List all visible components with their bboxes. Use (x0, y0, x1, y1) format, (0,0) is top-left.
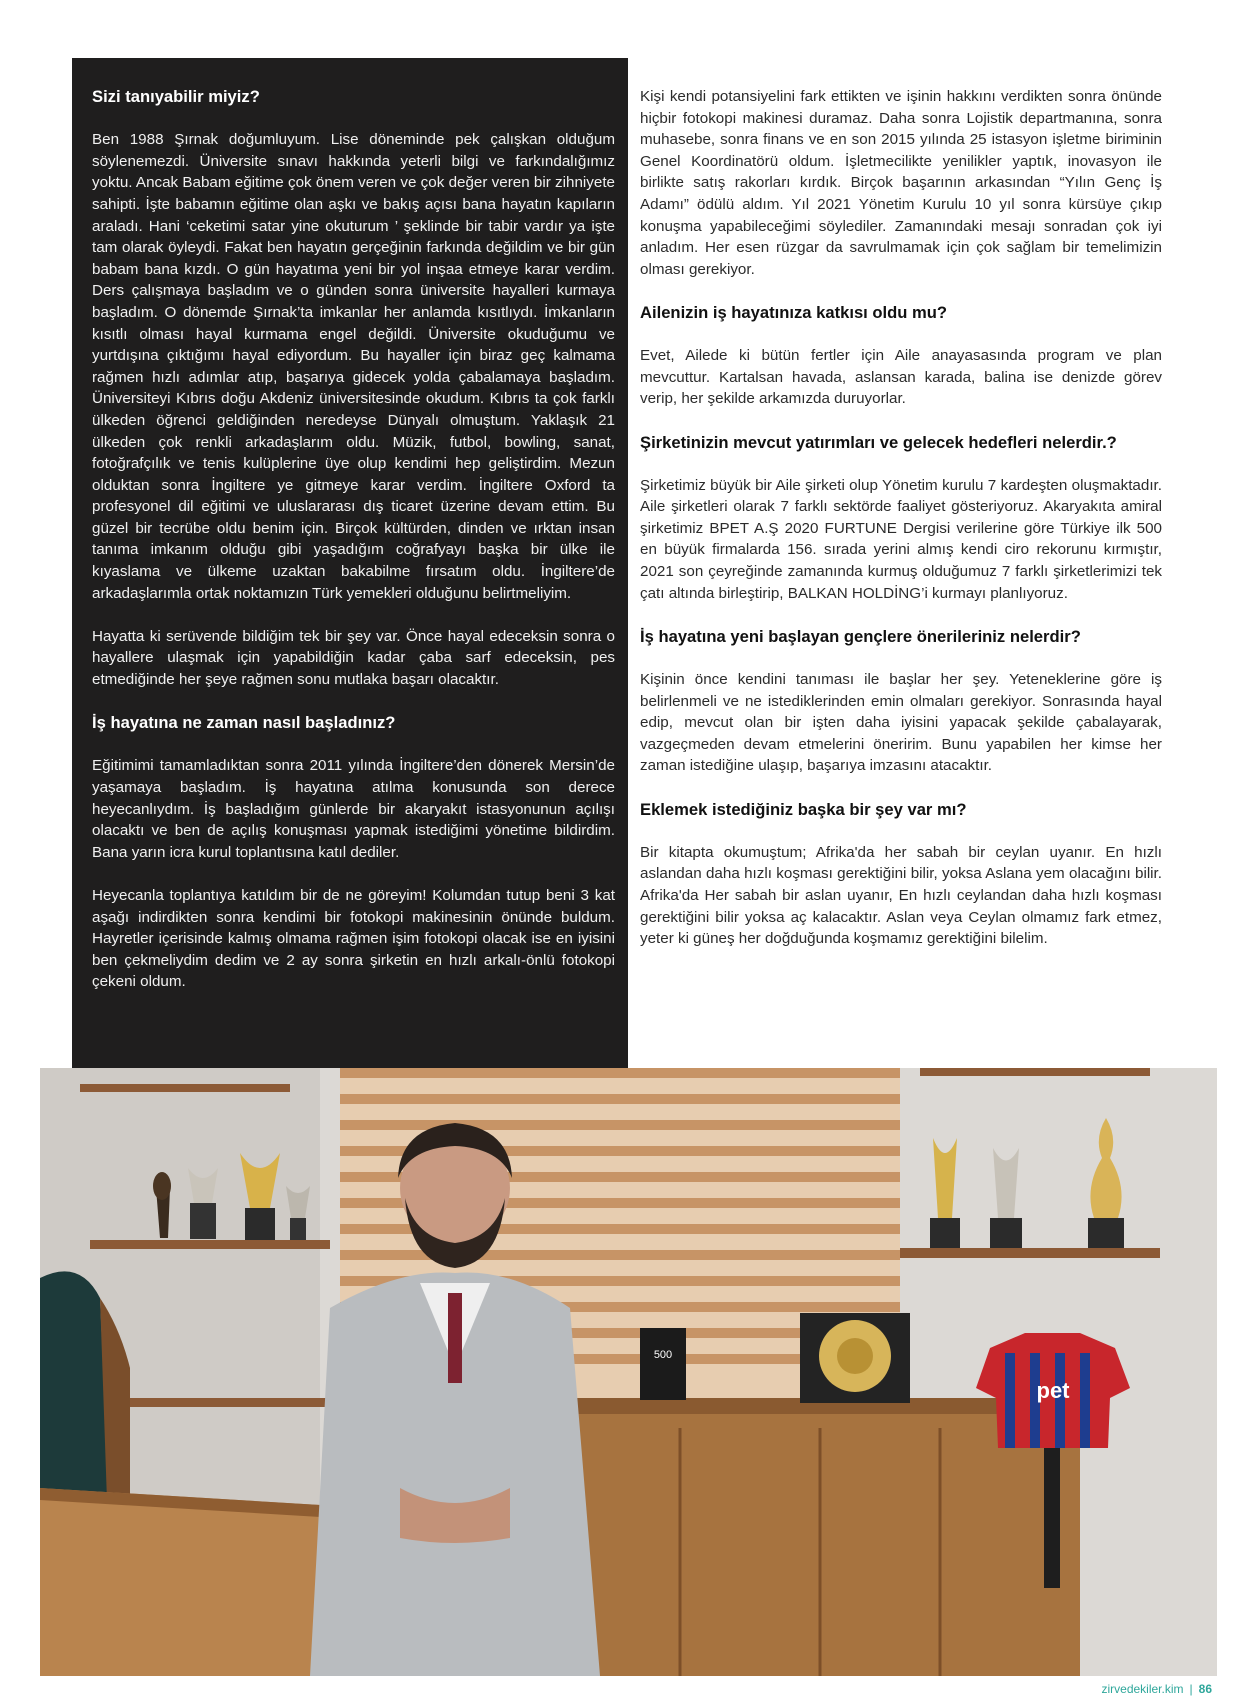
page-number: 86 (1198, 1682, 1212, 1696)
question-heading: İş hayatına ne zaman nasıl başladınız? (92, 713, 396, 733)
shelf (920, 1068, 1150, 1076)
answer-paragraph: Hayatta ki serüvende bildiğim tek bir şey var. Önce hayal edeceksin sonra o hayallere ulaşmak için yapabildiğin kadar çaba sarf edeceksin, pes etmediğinde her şeye rağmen sonu mutlaka başarı olacaktır. (92, 627, 615, 689)
answer-paragraph: Heyecanla toplantıya katıldım bir de ne göreyim! Kolumdan tutup beni 3 kat aşağı indirdikten sonra kendimi bir fotokopi makinesinin önünde buldum. Hayretler içerisinde kalmış olmama rağmen işim fotokopi olacak ise en iyisini ben çekmeliydim dedim ve 2 ay sonra şirketin en hızlı arkalı-önlü fotokopi çekeni oldum. (92, 886, 615, 991)
answer-paragraph: Kişi kendi potansiyelini fark ettikten ve işinin hakkını verdikten sonra önünde hiçbir fotokopi makinesi duramaz. Daha sonra Lojistik departmanına, sonra muhasebe, sonra finans ve en son 2015 yılında 25 istasyon işletme biriminin Genel Koordinatörü oldum. İşletmecilikte yenilikler yaptık, inovasyon ile birlikte satış rakorları kırdık. Birçok başarının arkasından “Yılın Genç İş Adamı” ödülü aldım. Yıl 2021 Yönetim Kurulu 10 yıl sonra kürsüye çıkıp konuşma yapabileceğimi söylediler. Zamanındaki mesajı sonradan çok iyi anladım. Her esen rüzgar da savrulmamak için çok sağlam bir temelimizin olması gerekiyor. (640, 88, 1162, 278)
gold-plate-award (800, 1313, 910, 1403)
answer-paragraph: Evet, Ailede ki bütün fertler için Aile anayasasında program ve plan mevcuttur. Kartalsan havada, aslansan karada, balina ise denizde görev verip, her şekilde arkamızda duruyorlar. (640, 347, 1162, 408)
page-footer (1101, 1679, 1212, 1699)
footer-separator: | (1189, 1682, 1193, 1696)
plaque-text: 500 (653, 1349, 673, 1361)
answer-paragraph: Ben 1988 Şırnak doğumluyum. Lise döneminde pek çalışkan olduğum söylenemezdi. Üniversite sınavı hakkında yeterli bilgi ve farkındalığımız yoktu. Ancak Babam eğitime çok önem veren ve çok değer veren bir zihniyete sahipti. İşte babamın eğitime olan aşkı ve bakış açısı bana hayatın kapıların araladı. Hani ‘ceketimi satar yine okuturum ’ şeklinde bir tabir vardır ya işte tam olarak öyleydi. Fakat ben hayatın gerçeğinin farkında değildim ve bir gün babam bana kızdı. O gün hayatıma yeni bir yol inşaa etmeye karar verdim. Ders çalışmaya başladım ve o günden sonra üniversite hayalleri kurmaya başladım. O dönemde Şırnak’ta imkanlar her anlamda kısıtlıydı. İmkanların kısıtlı olması hayal kurmama engel değildi. Üniversite okuduğumu ve yurtdışına çıktığımı hayal ediyordum. Bu hayaller için biraz geç kalmama rağmen hızlı adımlar atıp, başarıya gidecek yolda çabalamaya başladım. Üniversiteyi Kıbrıs doğu Akdeniz üniversitesinde okudum. Kıbrıs ta çok farklı ülkeden öğrenci geldiğinden neredeyse Dünyalı olmuştum. Yaklaşık 21 ülkeden çok renkli arkadaşlarım oldu. Müzik, futbol, bowling, sanat, fotoğrafçılık ve tenis kulüplerine üye olup kendimi hep geliştirdim. Mezun olduktan sonra İngiltere ye gitmeye karar verdim. İngiltere Oxford ta profesyonel dil eğitimi ve uluslararası dış ticaret üzerine devam ettim. Bu güzel bir tecrübe oldu benim için. Birçok kültürden, dinden ve ırktan insan tanıma imkanım olduğu gibi yaşadığım coğrafyayı başka bir ülke ile kıyaslama ve ülkeme uzaktan bakabilme fırsatım oldu. İngiltere’de arkadaşlarımla ortak noktamızın Türk yemekleri olduğunu belirtmeliyim. (92, 131, 615, 602)
answer-paragraph: Bir kitapta okumuştum; Afrika'da her sabah bir ceylan uyanır. En hızlı aslandan daha hızlı koşması gerektiğini bilir, yoksa Aslana yem olacağını bilir. Afrika'da Her sabah bir aslan uyanır, En hızlı ceylandan daha hızlı koşması gerektiğini bilir yoksa aç kalacaktır. Aslan veya Ceylan olmamız fark etmez, yeter ki güneş her doğduğunda koşmamız gerektiğini bilelim. (640, 843, 1162, 948)
shelf (80, 1084, 290, 1092)
question-heading: İş hayatına yeni başlayan gençlere önerileriniz nelerdir? (640, 626, 1081, 646)
answer-paragraph: Şirketimiz büyük bir Aile şirketi olup Yönetim kurulu 7 kardeşten oluşmaktadır. Aile şirketleri olarak 7 farklı sektörde faaliyet gösteriyoruz. Akaryakıta amiral şirketimiz BPET A.Ş 2020 FURTUNE Dergisi verilerine göre Türkiye ilk 500 en büyük firmalarda 156. sırada yerini almış kendi ciro rekorunu kırmıştır, 2021 son çeyreğinde zamanında kurmuş olduğumuz 7 farklı şirketlerimizi tek çatı altında birleştirip, BALKAN HOLDİNG’i kurmayı planlıyoruz. (640, 476, 1162, 602)
answer-paragraph: Kişinin önce kendini tanıması ile başlar her şey. Yeteneklerine göre iş belirlenmeli ve ne istediklerinden emin olmaları gerekiyor. Sonrasında hayal edip, mevcut olan bir işten daha iyisini yapacak şekilde çabalayarak, vazgeçmeden devam etmelerini öneririm. Bunu yapabilen her kimse her zaman istediğine ulaşıp, başarıya imzasını atacaktır. (640, 671, 1162, 775)
shelf (100, 1398, 340, 1407)
shelf (90, 1240, 330, 1249)
question-heading: Ailenizin iş hayatınıza katkısı oldu mu? (640, 302, 948, 322)
question-heading: Eklemek istediğiniz başka bir şey var mı? (640, 799, 967, 819)
site-url: zirvedekiler.kim (1101, 1682, 1184, 1696)
trophy-icon (188, 1168, 218, 1239)
question-heading: Şirketinizin mevcut yatırımları ve gelecek hedefleri nelerdir.? (640, 432, 1117, 452)
award-plaque (640, 1328, 686, 1400)
right-text-column (640, 86, 1162, 971)
jersey-sponsor-text: pet (1036, 1378, 1070, 1403)
answer-paragraph: Eğitimimi tamamladıktan sonra 2011 yılında İngiltere’den dönerek Mersin’de yaşamaya başladım. İş hayatına atılma konusunda son derece heyecanlıydım. İş başladığım günlerde bir akaryakıt istasyonunun açılışı olacaktı ve ben de açılış konuşması yapmak istediğimi yönetime bildirdim. Bana yarın icra kurul toplantısına katıl dediler. (92, 757, 615, 861)
left-text-column (92, 86, 615, 1015)
question-heading: Sizi tanıyabilir miyiz? (92, 87, 260, 106)
shelf (900, 1248, 1160, 1258)
portrait-photo (40, 1068, 1217, 1676)
